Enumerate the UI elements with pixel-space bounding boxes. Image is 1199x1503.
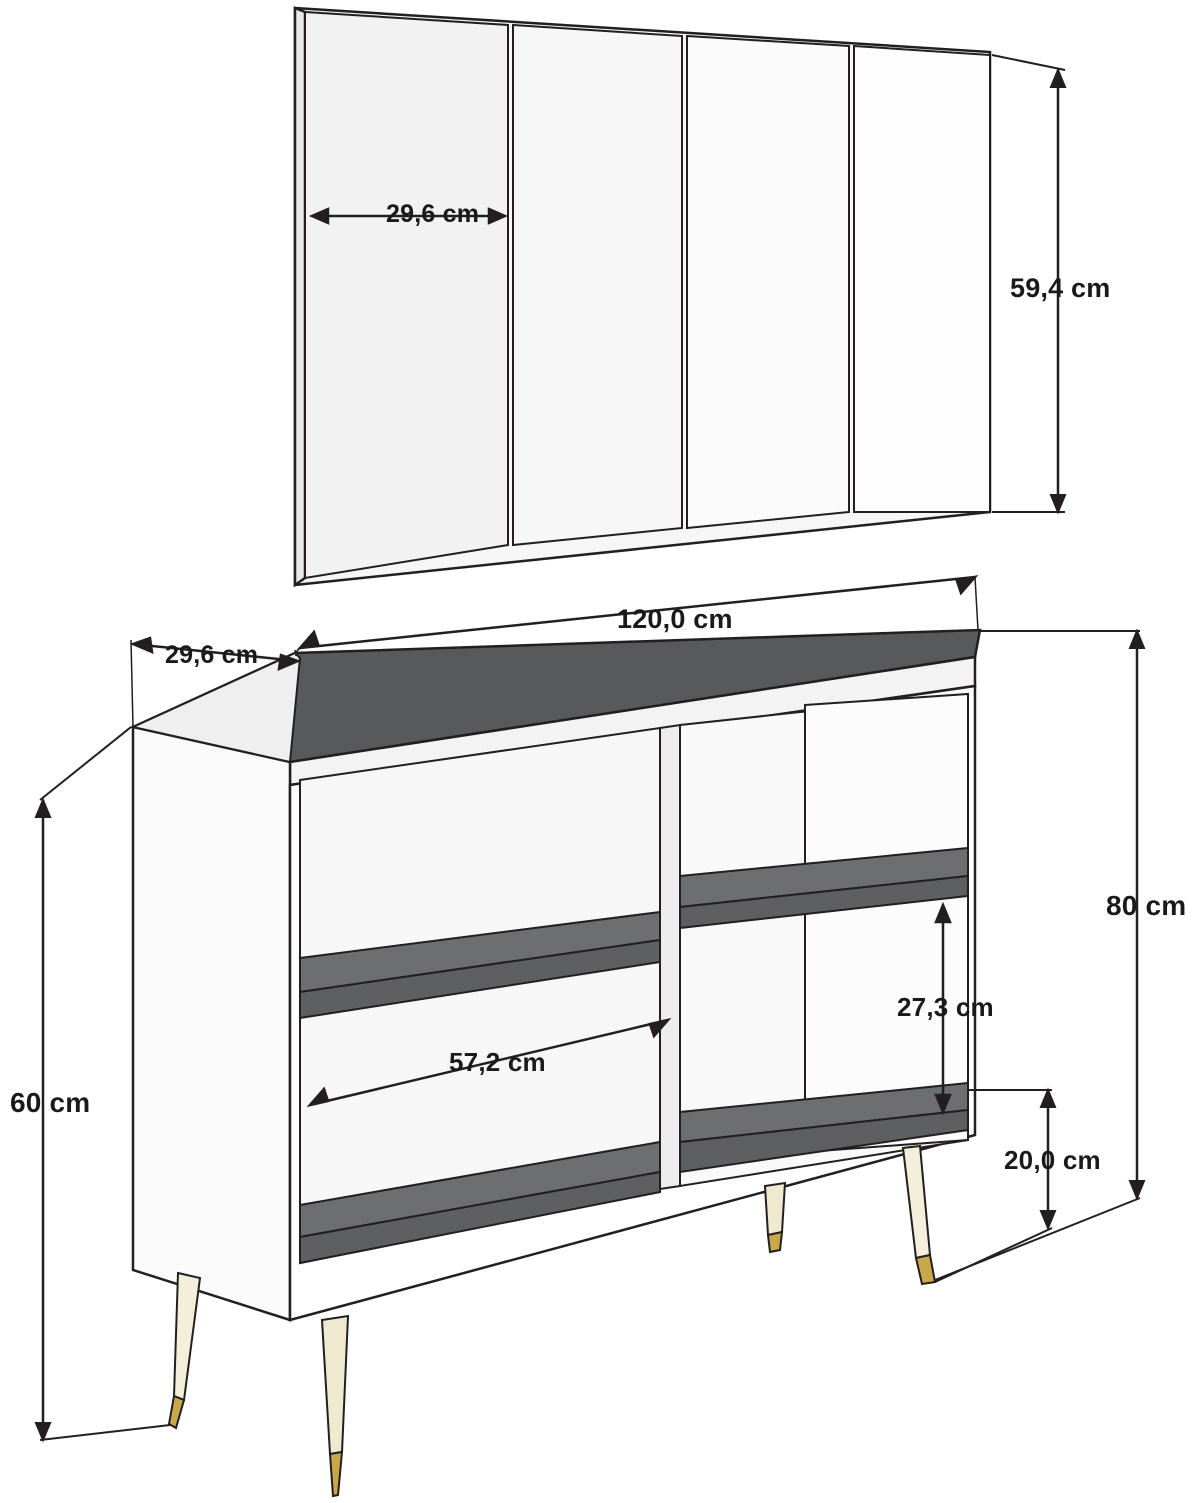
wall-panel-4	[854, 46, 990, 512]
cabinet-leg-rear-left	[174, 1273, 200, 1400]
wall-panel-2	[513, 25, 682, 545]
dim-label-shelf-opening-width: 57,2 cm	[449, 1047, 546, 1077]
dim-label-cabinet-body-height: 60 cm	[10, 1087, 91, 1118]
wall-panel-set	[295, 8, 990, 585]
wall-panel-left-edge	[295, 8, 305, 585]
cabinet-leg-front-left	[322, 1316, 348, 1454]
cabinet-leg-front-right	[765, 1183, 785, 1235]
console-cabinet	[133, 630, 980, 1496]
wall-panel-3	[687, 36, 849, 528]
cabinet-leg-rear-left-tip	[169, 1396, 184, 1428]
cabinet-leg-rear-right	[903, 1146, 930, 1258]
dim-label-cabinet-depth: 29,6 cm	[165, 641, 259, 669]
cabinet-leg-rear-right-tip	[916, 1255, 935, 1284]
dim-label-cabinet-height: 80 cm	[1106, 890, 1187, 921]
dim-label-cabinet-width: 120,0 cm	[617, 604, 733, 634]
dim-label-shelf-opening-height: 27,3 cm	[897, 992, 994, 1022]
wall-panel-1	[305, 12, 508, 578]
dim-label-panel-width: 29,6 cm	[386, 200, 480, 228]
cabinet-left-side	[133, 727, 290, 1320]
cabinet-center-divider	[660, 725, 680, 1189]
dim-label-panel-height: 59,4 cm	[1010, 273, 1111, 303]
cabinet-leg-front-right-tip	[768, 1232, 782, 1252]
cabinet-leg-front-left-tip	[330, 1452, 342, 1496]
dim-label-leg-height: 20,0 cm	[1004, 1145, 1101, 1175]
